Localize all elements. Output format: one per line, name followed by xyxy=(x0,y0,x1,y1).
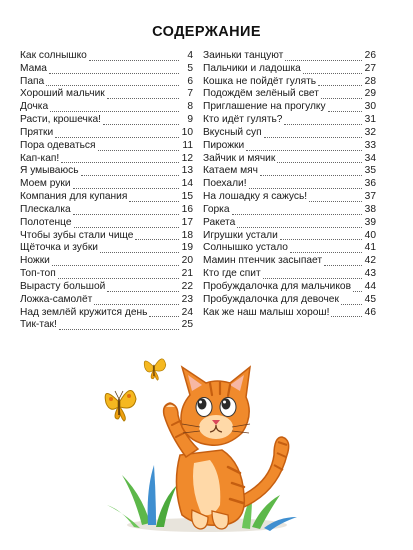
dot-leader xyxy=(94,295,179,305)
toc-page-number: 21 xyxy=(181,268,193,280)
toc-page-number: 32 xyxy=(364,126,376,138)
toc-entry xyxy=(203,255,376,268)
toc-page-number: 25 xyxy=(181,319,193,331)
toc-entry-title: Пирожки xyxy=(203,139,245,151)
dot-leader xyxy=(249,179,362,189)
toc-entry-title: Солнышко устало xyxy=(203,242,288,254)
toc-page-number: 35 xyxy=(364,165,376,177)
toc-entry-title: Пора одеваться xyxy=(20,139,96,151)
toc-entry xyxy=(203,178,376,191)
dot-leader xyxy=(263,269,362,279)
dot-leader xyxy=(353,282,362,292)
dot-leader xyxy=(73,179,179,189)
toc-entry-title: Кто где спит xyxy=(203,268,261,280)
toc-entry-title: Щёточка и зубки xyxy=(20,242,98,254)
dot-leader xyxy=(284,115,362,125)
toc-entry-title: Вырасту большой xyxy=(20,280,106,292)
toc-entry-title: Мамин птенчик засыпает xyxy=(203,255,322,267)
toc-page-number: 37 xyxy=(364,191,376,203)
toc-entry xyxy=(203,281,376,294)
toc-page-number: 11 xyxy=(182,139,193,151)
toc-entry-title: Папа xyxy=(20,75,45,87)
toc-page-number: 45 xyxy=(364,293,376,305)
toc-entry xyxy=(20,127,193,140)
dot-leader xyxy=(73,205,179,215)
dot-leader xyxy=(246,141,362,151)
dot-leader xyxy=(318,76,362,86)
toc-entry-title: Над землёй кружится день xyxy=(20,306,148,318)
dot-leader xyxy=(135,230,179,240)
toc-page-number: 43 xyxy=(364,268,376,280)
toc-page-number: 6 xyxy=(187,75,193,87)
toc-entry-title: Плескалка xyxy=(20,203,71,215)
toc-page-number: 14 xyxy=(181,178,193,190)
toc-page-number: 36 xyxy=(364,178,376,190)
toc-page-number: 28 xyxy=(364,75,376,87)
toc-entry-title: Топ-топ xyxy=(20,268,56,280)
toc-entry xyxy=(20,114,193,127)
cat-illustration xyxy=(82,345,332,545)
toc-entry-title: Моем руки xyxy=(20,178,71,190)
dot-leader xyxy=(89,51,179,61)
toc-entry-title: На лошадку я сажусь! xyxy=(203,191,308,203)
toc-entry-title: Чтобы зубы стали чище xyxy=(20,229,134,241)
dot-leader xyxy=(46,76,179,86)
toc-entry-title: Ракета xyxy=(203,216,236,228)
toc-entry xyxy=(203,127,376,140)
toc-entry-title: Кап-кап! xyxy=(20,152,60,164)
toc-page-number: 29 xyxy=(364,88,376,100)
toc-page-number: 20 xyxy=(181,255,193,267)
toc-entry xyxy=(20,153,193,166)
toc-entry-title: Полотенце xyxy=(20,216,72,228)
toc-entry-title: Зайчик и мячик xyxy=(203,152,276,164)
dot-leader xyxy=(100,243,179,253)
toc-entry-title: Тик-так! xyxy=(20,319,57,331)
toc-entry-title: Пробуждалочка для мальчиков xyxy=(203,280,352,292)
dot-leader xyxy=(303,64,362,74)
toc-entry xyxy=(203,114,376,127)
dot-leader xyxy=(277,153,362,163)
toc-entry xyxy=(203,50,376,63)
dot-leader xyxy=(232,205,362,215)
toc-entry xyxy=(203,140,376,153)
dot-leader xyxy=(309,192,362,202)
dot-leader xyxy=(107,282,179,292)
toc-entry xyxy=(20,63,193,76)
dot-leader xyxy=(237,218,362,228)
toc-entry-title: Вкусный суп xyxy=(203,126,262,138)
toc-entry xyxy=(20,217,193,230)
toc-entry xyxy=(20,307,193,320)
toc-entry-title: Расти, крошечка! xyxy=(20,114,102,126)
toc-entry-title: Приглашение на прогулку xyxy=(203,101,326,113)
toc-entry xyxy=(20,165,193,178)
toc-entry xyxy=(203,101,376,114)
toc-column-left xyxy=(20,50,193,332)
toc-entry-title: Поехали! xyxy=(203,178,247,190)
toc-page-number: 13 xyxy=(181,165,193,177)
toc-entry xyxy=(203,217,376,230)
dot-leader xyxy=(129,192,179,202)
toc-page-number: 9 xyxy=(187,114,193,126)
toc-page-number: 10 xyxy=(181,126,193,138)
toc-page-number: 46 xyxy=(364,306,376,318)
toc-page-number: 7 xyxy=(187,88,193,100)
dot-leader xyxy=(331,307,362,317)
toc-page-number: 5 xyxy=(187,62,193,74)
toc-entry xyxy=(20,204,193,217)
page-title: СОДЕРЖАНИЕ xyxy=(152,24,261,40)
toc-entry xyxy=(20,140,193,153)
toc-entry xyxy=(20,242,193,255)
toc-entry xyxy=(203,230,376,243)
toc-page-number: 19 xyxy=(181,242,193,254)
dot-leader xyxy=(260,166,362,176)
toc-entry xyxy=(203,165,376,178)
toc-entry-title: Катаем мяч xyxy=(203,165,258,177)
toc-entry-title: Ложка-самолёт xyxy=(20,293,93,305)
toc-entry xyxy=(20,230,193,243)
toc-entry xyxy=(20,178,193,191)
toc-entry xyxy=(203,76,376,89)
toc-page-number: 12 xyxy=(181,152,193,164)
toc-page-number: 17 xyxy=(181,216,193,228)
toc-entry xyxy=(20,50,193,63)
toc-column-right xyxy=(203,50,376,319)
toc-page-number: 18 xyxy=(181,229,193,241)
toc-entry-title: Компания для купания xyxy=(20,191,128,203)
dot-leader xyxy=(58,269,179,279)
dot-leader xyxy=(280,230,362,240)
toc-page-number: 34 xyxy=(364,152,376,164)
toc-entry xyxy=(20,255,193,268)
toc-entry-title: Горка xyxy=(203,203,230,215)
toc-entry xyxy=(20,76,193,89)
dot-leader xyxy=(49,64,179,74)
toc-entry xyxy=(203,63,376,76)
toc-entry xyxy=(20,294,193,307)
toc-page-number: 4 xyxy=(187,50,193,61)
toc-page-number: 33 xyxy=(364,139,376,151)
toc-entry-title: Кошка не пойдёт гулять xyxy=(203,75,317,87)
dot-leader xyxy=(50,102,179,112)
dot-leader xyxy=(52,256,179,266)
toc-entry xyxy=(20,268,193,281)
toc-entry xyxy=(203,242,376,255)
toc-entry-title: Кто идёт гулять? xyxy=(203,114,283,126)
dot-leader xyxy=(81,166,180,176)
toc-page-number: 39 xyxy=(364,216,376,228)
dot-leader xyxy=(341,295,362,305)
toc-entry xyxy=(203,88,376,101)
toc-page-number: 30 xyxy=(364,101,376,113)
toc-page-number: 26 xyxy=(364,50,376,61)
toc-entry xyxy=(203,307,376,320)
toc-entry xyxy=(20,281,193,294)
toc-entry-title: Пальчики и ладошка xyxy=(203,62,301,74)
toc-entry-title: Подождём зелёный свет xyxy=(203,88,319,100)
dot-leader xyxy=(285,51,362,61)
dot-leader xyxy=(98,141,179,151)
toc-entry xyxy=(20,319,193,332)
toc-page-number: 42 xyxy=(364,255,376,267)
toc-page-number: 8 xyxy=(187,101,193,113)
dot-leader xyxy=(107,89,179,99)
toc-entry xyxy=(203,191,376,204)
toc-page-number: 31 xyxy=(364,114,376,126)
toc-entry xyxy=(20,88,193,101)
dot-leader xyxy=(59,320,179,330)
toc-page-number: 15 xyxy=(181,191,193,203)
dot-leader xyxy=(290,243,362,253)
toc-entry xyxy=(203,204,376,217)
toc-page-number: 40 xyxy=(364,229,376,241)
butterfly-icon xyxy=(144,359,166,380)
toc-entry xyxy=(203,294,376,307)
toc-entry-title: Хороший мальчик xyxy=(20,88,105,100)
toc-entry xyxy=(203,153,376,166)
toc-entry-title: Пробуждалочка для девочек xyxy=(203,293,339,305)
dot-leader xyxy=(324,256,362,266)
toc-page-number: 16 xyxy=(181,203,193,215)
toc-page-number: 23 xyxy=(181,293,193,305)
toc-entry-title: Дочка xyxy=(20,101,49,113)
toc-page-number: 27 xyxy=(364,62,376,74)
toc-page-number: 44 xyxy=(364,280,376,292)
toc-entry-title: Ножки xyxy=(20,255,50,267)
toc-entry-title: Как солнышко xyxy=(20,50,87,61)
dot-leader xyxy=(149,307,179,317)
dot-leader xyxy=(264,128,362,138)
butterfly-icon xyxy=(105,390,136,421)
toc-page-number: 24 xyxy=(181,306,193,318)
toc-entry-title: Как же наш малыш хорош! xyxy=(203,306,330,318)
dot-leader xyxy=(61,153,179,163)
toc-entry-title: Я умываюсь xyxy=(20,165,79,177)
toc-entry-title: Игрушки устали xyxy=(203,229,278,241)
dot-leader xyxy=(74,218,180,228)
toc-entry-title: Прятки xyxy=(20,126,54,138)
dot-leader xyxy=(328,102,362,112)
toc-entry xyxy=(203,268,376,281)
dot-leader xyxy=(321,89,362,99)
toc-entry xyxy=(20,191,193,204)
dot-leader xyxy=(103,115,179,125)
toc-entry xyxy=(20,101,193,114)
toc-entry-title: Заиньки танцуют xyxy=(203,50,284,61)
dot-leader xyxy=(55,128,179,138)
toc-page-number: 22 xyxy=(181,280,193,292)
toc-page-number: 41 xyxy=(364,242,376,254)
toc-entry-title: Мама xyxy=(20,62,47,74)
toc-page-number: 38 xyxy=(364,203,376,215)
